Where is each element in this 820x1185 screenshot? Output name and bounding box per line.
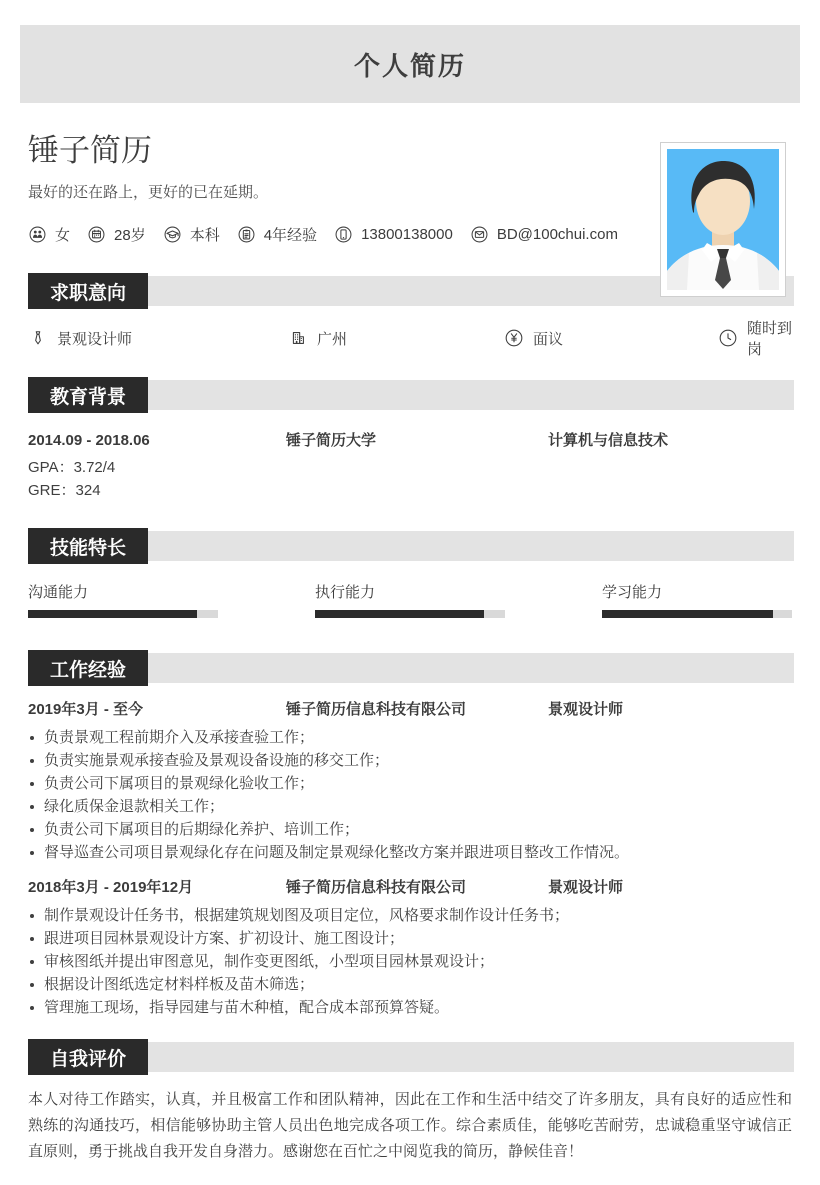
info-label: 本科 bbox=[189, 226, 220, 244]
info-label: 女 bbox=[55, 226, 71, 244]
section-header-bar bbox=[148, 1042, 794, 1072]
duty-item bbox=[28, 904, 792, 927]
duty-text: 负责公司下属项目的景观绿化验收工作； bbox=[44, 775, 315, 792]
job-entry-2 bbox=[0, 878, 820, 1019]
intent-item bbox=[718, 320, 794, 358]
job-company: 锤子简历信息科技有限公司 bbox=[286, 879, 467, 896]
gender-icon bbox=[28, 225, 47, 244]
duty-item bbox=[28, 841, 792, 864]
skill-bar-fill bbox=[28, 610, 197, 618]
experience-icon bbox=[237, 225, 256, 244]
duty-item bbox=[28, 749, 792, 772]
intent-item bbox=[28, 325, 288, 351]
bullet-dot bbox=[30, 805, 34, 809]
bullet-dot bbox=[30, 937, 34, 941]
section-title-job-intent: 求职意向 bbox=[28, 273, 148, 309]
info-item bbox=[28, 221, 70, 247]
duty-text: 负责公司下属项目的后期绿化养护、培训工作； bbox=[44, 821, 360, 838]
duty-item bbox=[28, 818, 792, 841]
education-period: 2014.09 - 2018.06 bbox=[28, 432, 150, 449]
duty-text: 管理施工现场，指导园建与苗木种植，配合成本部预算答疑。 bbox=[44, 999, 450, 1016]
duty-item bbox=[28, 795, 792, 818]
intent-item bbox=[504, 325, 718, 351]
bullet-dot bbox=[30, 851, 34, 855]
duty-item bbox=[28, 973, 792, 996]
section-title-education: 教育背景 bbox=[28, 377, 148, 413]
info-item bbox=[237, 221, 317, 247]
job-header bbox=[28, 878, 794, 898]
bullet-dot bbox=[30, 914, 34, 918]
education-icon bbox=[163, 225, 182, 244]
age-icon bbox=[87, 225, 106, 244]
info-item bbox=[87, 221, 146, 247]
duty-item bbox=[28, 927, 792, 950]
intent-label: 广州 bbox=[317, 330, 348, 348]
clock-icon bbox=[718, 328, 738, 348]
tie-icon bbox=[28, 328, 48, 348]
bullet-dot bbox=[30, 736, 34, 740]
skill-bar-track bbox=[28, 610, 218, 618]
duty-text: 跟进项目园林景观设计方案、扩初设计、施工图设计； bbox=[44, 930, 405, 947]
info-label: 28岁 bbox=[114, 226, 146, 244]
job-duties bbox=[28, 726, 792, 864]
candidate-tagline: 最好的还在路上，更好的已在延期。 bbox=[28, 184, 269, 201]
job-role: 景观设计师 bbox=[548, 879, 624, 896]
section-title-self-evaluation: 自我评价 bbox=[28, 1039, 148, 1075]
duty-item bbox=[28, 772, 792, 795]
page-title: 个人简历 bbox=[353, 50, 466, 81]
duty-text: 负责景观工程前期介入及承接查验工作； bbox=[44, 729, 315, 746]
skill-name: 沟通能力 bbox=[28, 584, 89, 601]
duty-text: 督导巡查公司项目景观绿化存在问题及制定景观绿化整改方案并跟进项目整改工作情况。 bbox=[44, 844, 630, 861]
info-item bbox=[470, 221, 618, 247]
duty-item bbox=[28, 950, 792, 973]
skill-bar-track bbox=[602, 610, 792, 618]
skill-bar-fill bbox=[315, 610, 484, 618]
section-header-skills bbox=[28, 528, 794, 564]
education-major: 计算机与信息技术 bbox=[548, 432, 669, 449]
phone-icon bbox=[334, 225, 353, 244]
info-label: 4年经验 bbox=[263, 226, 318, 244]
section-header-bar bbox=[148, 531, 794, 561]
education-row bbox=[28, 431, 794, 451]
duty-text: 制作景观设计任务书，根据建筑规划图及项目定位，风格要求制作设计任务书； bbox=[44, 907, 570, 924]
section-header-self-evaluation bbox=[28, 1039, 794, 1075]
info-item bbox=[334, 221, 453, 247]
section-header-bar bbox=[148, 380, 794, 410]
skill-name: 学习能力 bbox=[602, 584, 663, 601]
bullet-dot bbox=[30, 759, 34, 763]
bullet-dot bbox=[30, 782, 34, 786]
skills-row bbox=[28, 584, 792, 618]
info-item bbox=[163, 221, 220, 247]
section-title-experience: 工作经验 bbox=[28, 650, 148, 686]
skill-item bbox=[602, 584, 792, 618]
page-title-banner bbox=[20, 25, 800, 103]
section-header-experience bbox=[28, 650, 794, 686]
job-role: 景观设计师 bbox=[548, 701, 624, 718]
duty-text: 绿化质保金退款相关工作； bbox=[44, 798, 225, 815]
building-icon bbox=[288, 328, 308, 348]
intent-label: 随时到岗 bbox=[747, 320, 793, 358]
education-details bbox=[28, 456, 792, 502]
info-label: BD@100chui.com bbox=[496, 225, 618, 243]
email-icon bbox=[470, 225, 489, 244]
bullet-dot bbox=[30, 1006, 34, 1010]
intent-item bbox=[288, 325, 504, 351]
profile-photo bbox=[660, 142, 786, 297]
section-header-bar bbox=[148, 653, 794, 683]
intent-label: 景观设计师 bbox=[57, 330, 133, 348]
skill-bar-track bbox=[315, 610, 505, 618]
job-period: 2019年3月 - 至今 bbox=[28, 701, 144, 718]
section-title-skills: 技能特长 bbox=[28, 528, 148, 564]
bullet-dot bbox=[30, 983, 34, 987]
bullet-dot bbox=[30, 960, 34, 964]
job-intent-row bbox=[28, 320, 794, 358]
avatar bbox=[667, 149, 779, 290]
job-company: 锤子简历信息科技有限公司 bbox=[286, 701, 467, 718]
intent-label: 面议 bbox=[533, 330, 564, 348]
skill-name: 执行能力 bbox=[315, 584, 376, 601]
job-entry-1 bbox=[0, 700, 820, 864]
self-evaluation-text: 本人对待工作踏实，认真，并且极富工作和团队精神，因此在工作和生活中结交了许多朋友，具有良好的适应性和熟练的沟通技巧，相信能够协助主管人员出色地完成各项工作。综合素质佳，能够吃苦耐劳，忠诚稳重坚守诚信正直原则，勇于挑战自我开发自身潜力。感谢您在百忙之中阅览我的简历，静候佳音！ bbox=[28, 1091, 792, 1160]
education-gpa: GPA：3.72/4 bbox=[28, 459, 116, 476]
job-duties bbox=[28, 904, 792, 1019]
skill-item bbox=[315, 584, 505, 618]
job-period: 2018年3月 - 2019年12月 bbox=[28, 879, 194, 896]
duty-item bbox=[28, 726, 792, 749]
info-label: 13800138000 bbox=[361, 225, 453, 243]
bullet-dot bbox=[30, 828, 34, 832]
candidate-name: 锤子简历 bbox=[28, 133, 152, 168]
salary-icon bbox=[504, 328, 524, 348]
section-header-education bbox=[28, 377, 794, 413]
duty-text: 负责实施景观承接查验及景观设备设施的移交工作； bbox=[44, 752, 390, 769]
duty-item bbox=[28, 996, 792, 1019]
education-gre: GRE：324 bbox=[28, 482, 101, 499]
duty-text: 审核图纸并提出审图意见，制作变更图纸，小型项目园林景观设计； bbox=[44, 953, 495, 970]
skill-bar-fill bbox=[602, 610, 773, 618]
skill-item bbox=[28, 584, 218, 618]
job-header bbox=[28, 700, 794, 720]
duty-text: 根据设计图纸选定材料样板及苗木筛选； bbox=[44, 976, 315, 993]
education-school: 锤子简历大学 bbox=[286, 432, 377, 449]
